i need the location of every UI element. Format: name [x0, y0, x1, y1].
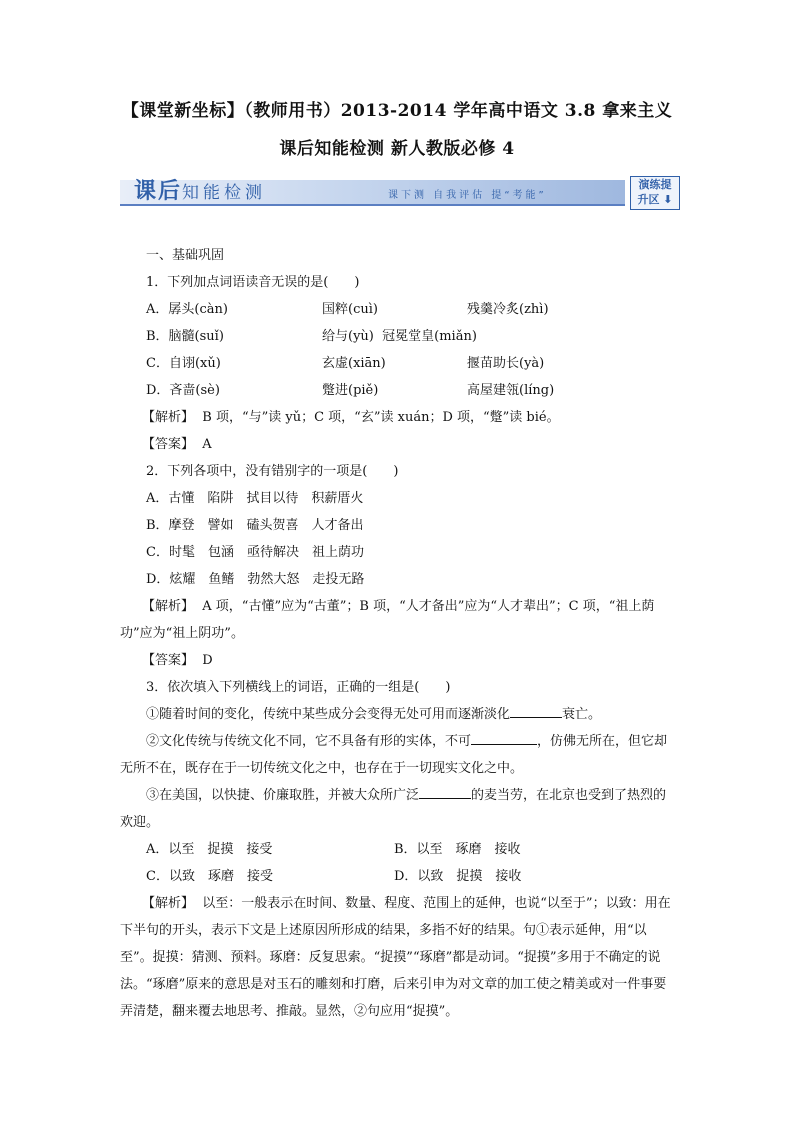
q1-option-a: A．孱头(càn) 国粹(cuì) 残羹冷炙(zhì) [146, 302, 549, 317]
blank-1 [510, 701, 562, 718]
blank-2 [471, 728, 537, 745]
section-banner [120, 174, 680, 210]
q1-option-b: B．脑髓(suǐ) 给与(yù) 冠冕堂皇(miǎn) [146, 329, 477, 344]
q1-analysis: 【解析】 B 项，“与”读 yǔ；C 项，“玄”读 xuán；D 项，“蹩”读 bié。 [142, 410, 560, 425]
q2-option-a: A．古懂 陷阱 拭目以待 积薪厝火 [146, 491, 364, 506]
badge-line1: 演练提 [638, 178, 672, 191]
q2-option-c: C．时髦 包涵 亟待解决 祖上荫功 [146, 545, 364, 560]
exercise-content [120, 242, 676, 1025]
q1-answer: 【答案】 A [142, 437, 212, 452]
banner-subtitle: 课下测 自我评估 提“考能” [388, 190, 547, 201]
q2-stem: 2．下列各项中，没有错别字的一项是( ) [146, 464, 399, 479]
banner-title [134, 174, 266, 205]
section-heading: 一、基础巩固 [146, 248, 225, 263]
banner-badge [630, 176, 680, 210]
q2-option-b: B．摩登 譬如 磕头贺喜 人才备出 [146, 518, 364, 533]
doc-title-line1: 【课堂新坐标】（教师用书）2013-2014 学年高中语文 3.8 拿来主义 [121, 101, 673, 121]
q3-sentence-3: ③在美国，以快捷、价廉取胜，并被大众所广泛 的麦当劳，在北京也受到了热烈的欢迎。 [120, 782, 676, 836]
q3-sentence-2: ②文化传统与传统文化不同，它不具备有形的实体，不可 ，仿佛无所在，但它却无所不在，既存在于一切传统文化之中，也存在于一切现实文化之中。 [120, 728, 676, 782]
q3-stem: 3．依次填入下列横线上的词语，正确的一组是( ) [146, 680, 451, 695]
q3-analysis: 【解析】 以至：一般表示在时间、数量、程度、范围上的延伸，也说“以至于”；以致：用在下半句的开头，表示下文是上述原因所形成的结果，多指不好的结果。句①表示延伸，用“以至”。捉摸：猜测、预料。琢磨：反复思索。“捉摸”“琢磨”都是动词。“捉摸”多用于不确定的说法。“琢磨”原来的意思是对玉石的雕刻和打磨，后来引申为对文章的加工使之精美或对一件事要弄清楚，翻来覆去地思考、推敲。显然，②句应用“捉摸”。 [120, 896, 671, 1019]
banner-title-small: 知能检测 [182, 183, 267, 203]
q3-options-ab: A．以至 捉摸 接受 B．以至 琢磨 接收 [146, 842, 521, 857]
q1-option-c: C．自诩(xǔ) 玄虚(xiān) 揠苗助长(yà) [146, 356, 545, 371]
q3-sentence-1: ①随着时间的变化，传统中某些成分会变得无处可用而逐渐淡化 衰亡。 [146, 701, 676, 728]
q1-option-d: D．吝啬(sè) 蹩进(piě) 高屋建瓴(líng) [146, 383, 555, 398]
q2-analysis: 【解析】 A 项，“古懂”应为“古董”；B 项，“人才备出”应为“人才辈出”；C 项，“祖上荫功”应为“祖上阴功”。 [120, 599, 655, 641]
q3-options-cd: C．以致 琢磨 接受 D．以致 捉摸 接收 [146, 869, 522, 884]
banner-title-big: 课后 [134, 179, 183, 204]
blank-3 [419, 782, 471, 799]
q2-option-d: D．炫耀 鱼鳍 勃然大怒 走投无路 [146, 572, 365, 587]
q2-answer: 【答案】 D [142, 653, 213, 668]
doc-title-line2: 课后知能检测 新人教版必修 4 [279, 139, 515, 159]
badge-line2: 升区 ⬇ [637, 193, 673, 206]
q1-stem: 1．下列加点词语读音无误的是( ) [146, 275, 360, 290]
